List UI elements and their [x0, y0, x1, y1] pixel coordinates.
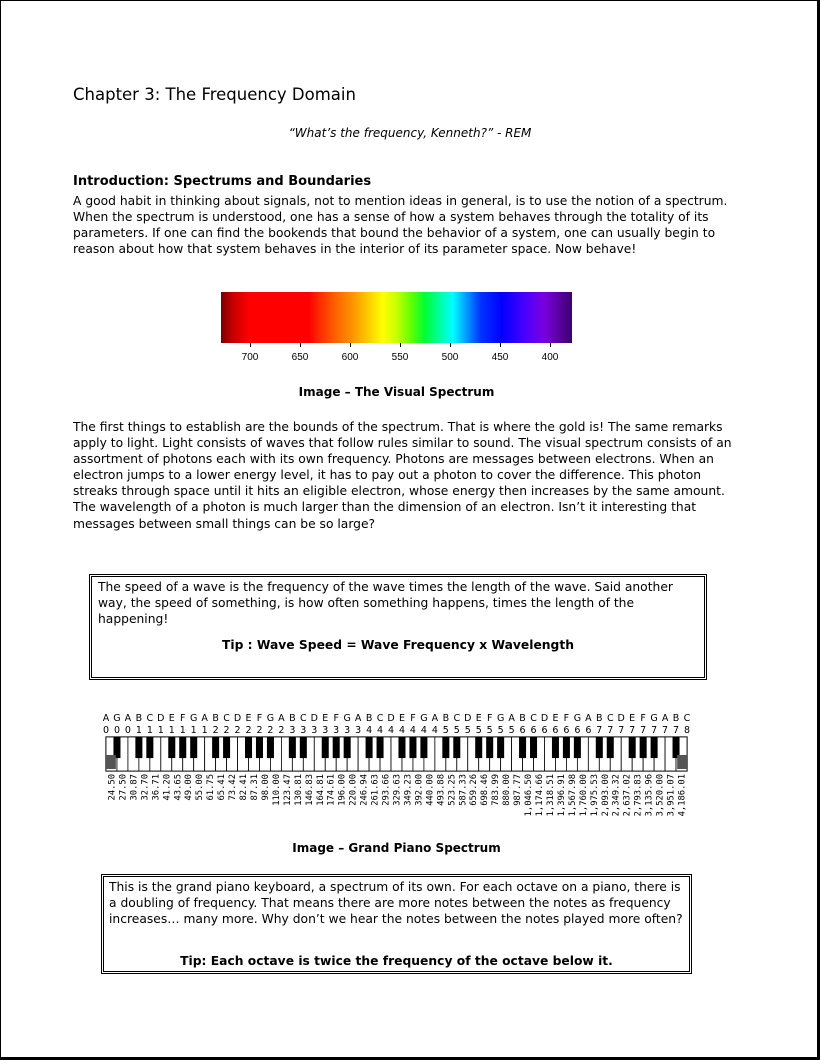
note-frequency: 698.46	[480, 774, 491, 806]
octave-number: 5	[453, 725, 460, 736]
note-letter: B	[672, 713, 680, 724]
note-frequency: 3,135.96	[644, 774, 655, 817]
octave-number: 3	[289, 725, 296, 736]
black-key	[475, 737, 482, 758]
note-letter: C	[300, 713, 307, 724]
octave-number: 5	[442, 725, 449, 736]
spectrum-tick	[450, 343, 451, 347]
note-frequency: 1,760.00	[578, 774, 589, 817]
note-letter: C	[606, 713, 614, 724]
note-frequency: 164.81	[315, 774, 326, 806]
note-frequency: 659.26	[469, 774, 480, 806]
octave-number: 7	[607, 725, 614, 736]
octave-number: 1	[135, 725, 142, 736]
note-letter: A	[585, 713, 592, 724]
octave-number: 0	[113, 725, 120, 736]
octave-number: 2	[278, 725, 285, 736]
note-frequency: 87.31	[249, 774, 260, 801]
octave-number: 6	[585, 725, 592, 736]
note-letter: B	[596, 713, 603, 724]
black-key	[651, 737, 658, 758]
note-frequency: 523.25	[447, 774, 458, 806]
octave-number: 4	[387, 725, 395, 736]
black-key	[563, 737, 570, 758]
black-key	[530, 737, 537, 758]
note-letter: E	[629, 713, 636, 724]
octave-number: 7	[651, 725, 658, 736]
note-frequency: 1,318.51	[545, 774, 556, 817]
keyboard-end-cap	[106, 755, 116, 769]
note-letter: E	[475, 713, 482, 724]
black-key	[420, 737, 427, 758]
black-key	[223, 737, 230, 758]
piano-spectrum-caption: Image – Grand Piano Spectrum	[292, 841, 501, 855]
octave-number: 4	[366, 725, 373, 736]
black-key	[574, 737, 581, 758]
note-letter: C	[223, 713, 230, 724]
note-frequency: 2,093.00	[600, 774, 611, 817]
black-key	[212, 737, 219, 758]
note-frequency: 246.94	[359, 774, 370, 806]
octave-number: 4	[431, 725, 438, 736]
black-key	[267, 737, 274, 758]
bounds-paragraph: The first things to establish are the bounds of the spectrum. That is where the gold is! The same remarks apply to light. Light consists of waves that follow rules similar to sound. The visual spectrum consists of an assortment of photons each with its own frequency. Photons are messages between electrons. When an electron jumps to a lower energy level, it has to pay out a photon to cover the difference. This photon streaks through space until it hits an eligible electron, whose energy then increases by the same amount. The wavelength of a photon is much larger than the dimension of an electron. Isn’t it interesting that messages between small things can be so large?	[73, 420, 732, 531]
octave-number: 4	[377, 725, 384, 736]
note-frequency: 329.63	[392, 774, 403, 806]
note-frequency: 196.00	[337, 774, 348, 806]
note-letter: A	[278, 713, 285, 724]
note-letter: C	[530, 713, 537, 724]
black-key	[333, 737, 340, 758]
note-frequency: 2,637.02	[622, 774, 633, 817]
octave-number: 3	[322, 725, 329, 736]
note-frequency: 4,186.01	[677, 774, 688, 817]
note-frequency: 30.87	[129, 774, 140, 801]
wave-speed-explanation: The speed of a wave is the frequency of the wave times the length of the wave. Said another way, the speed of something, is how often something happens, times the length of the happening!	[98, 580, 673, 626]
octave-number: 3	[344, 725, 351, 736]
black-key	[366, 737, 373, 758]
octave-tip: Tip: Each octave is twice the frequency of the octave below it.	[180, 954, 613, 968]
note-frequency: 73.42	[228, 774, 239, 801]
note-frequency: 2,349.32	[611, 774, 622, 817]
note-letter: F	[180, 713, 186, 724]
octave-number: 1	[179, 725, 186, 736]
octave-number: 2	[234, 725, 241, 736]
octave-number: 5	[464, 725, 471, 736]
octave-number: 0	[124, 725, 131, 736]
epigraph: “What’s the frequency, Kenneth?” - REM	[288, 126, 532, 140]
octave-number: 7	[673, 725, 680, 736]
octave-number: 3	[300, 725, 307, 736]
note-frequency: 32.70	[140, 774, 151, 801]
note-letter: B	[212, 713, 219, 724]
octave-number: 2	[245, 725, 252, 736]
note-letter: C	[376, 713, 384, 724]
note-frequency: 587.33	[458, 774, 469, 806]
spectrum-tick	[250, 343, 251, 347]
spectrum-tick	[500, 343, 501, 347]
spectrum-tick-label: 500	[441, 352, 459, 363]
note-letter: A	[508, 713, 515, 724]
octave-number: 3	[355, 725, 362, 736]
octave-number: 5	[497, 725, 504, 736]
black-key	[344, 737, 351, 758]
note-letter: F	[256, 713, 263, 724]
note-letter: A	[354, 713, 362, 724]
note-letter: F	[563, 713, 570, 724]
note-letter: G	[650, 713, 658, 724]
octave-number: 7	[662, 725, 669, 736]
black-key	[519, 737, 526, 758]
octave-number: 3	[311, 725, 318, 736]
note-frequency: 36.71	[151, 774, 162, 801]
note-letter: E	[322, 713, 329, 724]
note-frequency: 24.50	[107, 774, 118, 801]
black-key	[486, 737, 493, 758]
spectrum-tick-label: 400	[541, 352, 559, 363]
note-letter: G	[266, 713, 275, 724]
octave-number: 4	[409, 725, 416, 736]
note-letter: A	[661, 713, 669, 724]
note-frequency: 130.81	[293, 774, 304, 806]
note-letter: D	[310, 713, 318, 724]
note-letter: D	[464, 713, 472, 724]
spectrum-tick-label: 600	[341, 352, 359, 363]
black-key	[377, 737, 384, 758]
keyboard-end-cap	[677, 755, 687, 769]
octave-number: 6	[530, 725, 537, 736]
note-frequency: 43.65	[173, 774, 184, 801]
black-key	[629, 737, 636, 758]
note-frequency: 440.00	[425, 774, 436, 806]
spectrum-tick-label: 700	[241, 352, 259, 363]
black-key	[300, 737, 307, 758]
note-letter: B	[365, 713, 373, 724]
black-key	[322, 737, 329, 758]
octave-number: 6	[574, 725, 581, 736]
note-letter: C	[453, 713, 461, 724]
octave-number: 7	[640, 725, 647, 736]
octave-number: 5	[508, 725, 515, 736]
visual-spectrum-caption: Image – The Visual Spectrum	[298, 385, 495, 399]
note-letter: G	[496, 713, 505, 724]
octave-number: 7	[596, 725, 603, 736]
spectrum-tick	[400, 343, 401, 347]
black-key	[256, 737, 263, 758]
note-letter: A	[201, 713, 208, 724]
note-frequency: 1,046.50	[524, 774, 535, 817]
note-frequency: 1,567.98	[567, 774, 578, 817]
note-letter: D	[387, 713, 395, 724]
note-letter: D	[617, 713, 625, 724]
section-heading: Introduction: Spectrums and Boundaries	[73, 174, 372, 189]
octave-number: 5	[475, 725, 482, 736]
octave-number: 3	[333, 725, 340, 736]
note-letter: G	[573, 713, 582, 724]
note-letter: B	[135, 713, 143, 724]
note-frequency: 49.00	[184, 774, 195, 801]
spectrum-tick-label: 550	[391, 352, 409, 363]
note-frequency: 293.66	[381, 774, 392, 806]
note-letter: F	[640, 713, 646, 724]
black-key	[640, 737, 647, 758]
note-letter: B	[289, 713, 296, 724]
note-letter: D	[540, 713, 549, 724]
note-frequency: 987.77	[513, 774, 524, 806]
octave-number: 2	[256, 725, 263, 736]
note-frequency: 55.00	[195, 774, 206, 801]
note-letter: A	[124, 713, 132, 724]
note-frequency: 82.41	[239, 774, 250, 801]
octave-number: 0	[102, 725, 110, 736]
note-letter: E	[245, 713, 252, 724]
octave-number: 1	[168, 725, 175, 736]
spectrum-tick-label: 650	[291, 352, 309, 363]
note-letter: F	[333, 713, 339, 724]
black-key	[168, 737, 175, 758]
octave-number: 6	[541, 725, 548, 736]
octave-number: 6	[519, 725, 526, 736]
note-letter: G	[190, 713, 198, 724]
note-frequency: 110.00	[271, 774, 282, 806]
octave-number: 5	[486, 725, 493, 736]
black-key	[497, 737, 504, 758]
spectrum-tick	[300, 343, 301, 347]
note-frequency: 174.61	[326, 774, 337, 806]
octave-number: 4	[398, 725, 406, 736]
octave-number: 1	[146, 725, 153, 736]
note-frequency: 123.47	[282, 774, 293, 806]
note-letter: G	[420, 713, 428, 724]
note-frequency: 392.00	[414, 774, 425, 806]
spectrum-tick-label: 450	[491, 352, 509, 363]
octave-number: 2	[212, 725, 219, 736]
note-frequency: 783.99	[491, 774, 502, 806]
black-key	[398, 737, 405, 758]
note-letter: B	[519, 713, 526, 724]
note-frequency: 2,793.83	[633, 774, 644, 817]
spectrum-tick	[550, 343, 551, 347]
octave-number: 7	[618, 725, 625, 736]
note-letter: F	[410, 713, 416, 724]
black-key	[190, 737, 197, 758]
note-frequency: 349.23	[403, 774, 414, 806]
black-key	[607, 737, 614, 758]
octave-number: 1	[190, 725, 197, 736]
black-key	[442, 737, 449, 758]
note-frequency: 27.50	[118, 774, 129, 801]
note-letter: A	[102, 713, 110, 724]
grand-piano-spectrum-image	[102, 711, 691, 821]
chapter-title: Chapter 3: The Frequency Domain	[73, 85, 356, 104]
wave-speed-tip: Tip : Wave Speed = Wave Frequency x Wavelength	[221, 638, 574, 652]
black-key	[113, 737, 120, 758]
note-frequency: 220.00	[348, 774, 359, 806]
black-key	[673, 737, 680, 758]
note-frequency: 146.83	[304, 774, 315, 806]
note-frequency: 61.75	[206, 774, 217, 801]
note-letter: C	[146, 713, 154, 724]
note-letter: D	[233, 713, 242, 724]
note-frequency: 65.41	[217, 774, 228, 801]
black-key	[409, 737, 416, 758]
visual-spectrum-image	[221, 292, 572, 343]
octave-number: 1	[157, 725, 164, 736]
note-letter: E	[168, 713, 175, 724]
note-frequency: 1,174.66	[535, 774, 546, 817]
black-key	[596, 737, 603, 758]
note-letter: D	[157, 713, 165, 724]
note-frequency: 261.63	[370, 774, 381, 806]
octave-number: 2	[223, 725, 230, 736]
note-frequency: 1,396.91	[556, 774, 567, 817]
black-key	[289, 737, 296, 758]
note-frequency: 493.88	[436, 774, 447, 806]
black-key	[453, 737, 460, 758]
note-letter: G	[113, 713, 121, 724]
note-letter: E	[398, 713, 405, 724]
wave-speed-tip-box	[89, 574, 707, 680]
piano-explanation: This is the grand piano keyboard, a spectrum of its own. For each octave on a piano, there is a doubling of frequency. That means there are more notes between the notes as frequency increases… many more. Why don’t we hear the notes between the notes played more often?	[109, 880, 683, 926]
octave-number: 6	[563, 725, 570, 736]
note-letter: A	[431, 713, 439, 724]
note-frequency: 1,975.53	[589, 774, 600, 817]
note-letter: C	[683, 713, 691, 724]
note-frequency: 880.00	[502, 774, 513, 806]
note-frequency: 3,520.00	[655, 774, 666, 817]
black-key	[146, 737, 153, 758]
octave-number: 1	[201, 725, 208, 736]
spectrum-tick	[350, 343, 351, 347]
note-letter: E	[552, 713, 559, 724]
note-frequency: 3,951.07	[666, 774, 677, 817]
octave-number: 2	[267, 725, 274, 736]
note-frequency: 98.00	[260, 774, 271, 801]
note-letter: G	[343, 713, 351, 724]
intro-paragraph: A good habit in thinking about signals, not to mention ideas in general, is to use the notion of a spectrum. When the spectrum is understood, one has a sense of how a system behaves through the totality of its parameters. If one can find the bookends that bound the behavior of a system, one can usually begin to reason about how that system behaves in the interior of its parameter space. Now behave!	[73, 194, 728, 257]
black-key	[245, 737, 252, 758]
black-key	[135, 737, 142, 758]
note-letter: B	[442, 713, 450, 724]
octave-number: 6	[552, 725, 559, 736]
note-letter: F	[486, 713, 493, 724]
black-key	[179, 737, 186, 758]
octave-number: 4	[420, 725, 427, 736]
black-key	[552, 737, 559, 758]
octave-number: 8	[683, 725, 691, 736]
octave-number: 7	[629, 725, 636, 736]
octave-tip-box	[101, 874, 692, 974]
note-frequency: 41.20	[162, 774, 173, 801]
